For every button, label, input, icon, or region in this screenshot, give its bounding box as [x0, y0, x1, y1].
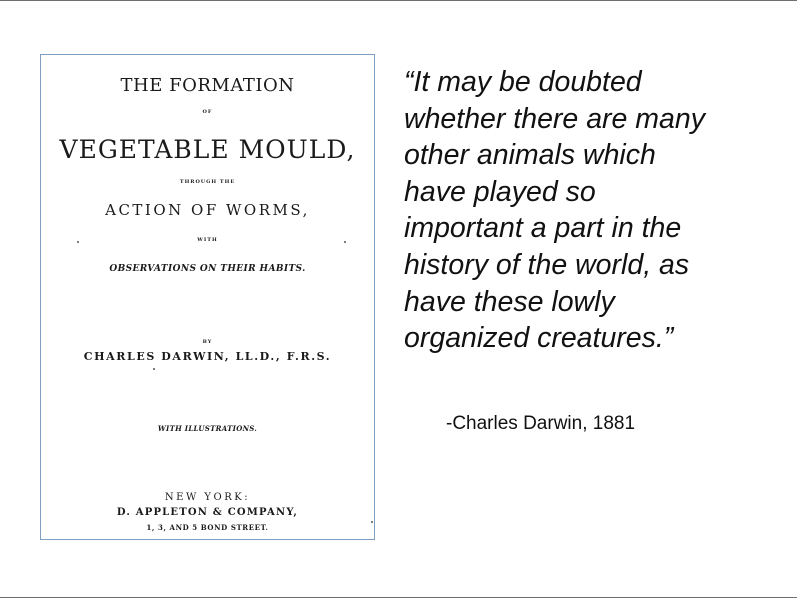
print-speck — [77, 241, 79, 243]
book-publisher-address: 1, 3, AND 5 BOND STREET. — [146, 523, 269, 532]
book-publisher: D. APPLETON & COMPANY, — [116, 507, 299, 518]
slide-top-border — [0, 0, 797, 1]
quote-line: have these lowly — [404, 285, 615, 318]
print-speck — [344, 241, 346, 243]
quote-line: have played so — [404, 175, 596, 208]
book-title-through: THROUGH THE — [179, 179, 236, 185]
quote-line: other animals which — [404, 139, 656, 172]
book-title-page-image — [40, 54, 375, 540]
quote-line: history of the world, as — [404, 248, 690, 281]
book-subtitle: OBSERVATIONS ON THEIR HABITS. — [109, 264, 306, 274]
slide-bottom-border — [0, 597, 797, 598]
quote-line: whether there are many — [404, 102, 705, 135]
quote-line: important a part in the — [404, 212, 682, 245]
book-title-of: OF — [202, 109, 213, 115]
quote-line: “It may be doubted — [404, 66, 642, 98]
book-title-line-2: VEGETABLE MOULD, — [59, 135, 356, 164]
book-publisher-city: NEW YORK: — [164, 492, 251, 503]
darwin-quote — [404, 64, 794, 357]
print-speck — [371, 521, 373, 523]
book-by: BY — [202, 339, 213, 345]
book-illustrations-note: WITH ILLUSTRATIONS. — [157, 424, 258, 433]
book-title-with: WITH — [197, 237, 218, 243]
quote-line: organized creatures.” — [404, 322, 674, 355]
book-author: CHARLES DARWIN, LL.D., F.R.S. — [83, 350, 332, 363]
book-title-line-3: ACTION OF WORMS, — [105, 201, 310, 219]
quote-attribution: -Charles Darwin, 1881 — [446, 413, 636, 434]
print-speck — [153, 368, 155, 370]
book-title-line-1: THE FORMATION — [120, 75, 295, 96]
